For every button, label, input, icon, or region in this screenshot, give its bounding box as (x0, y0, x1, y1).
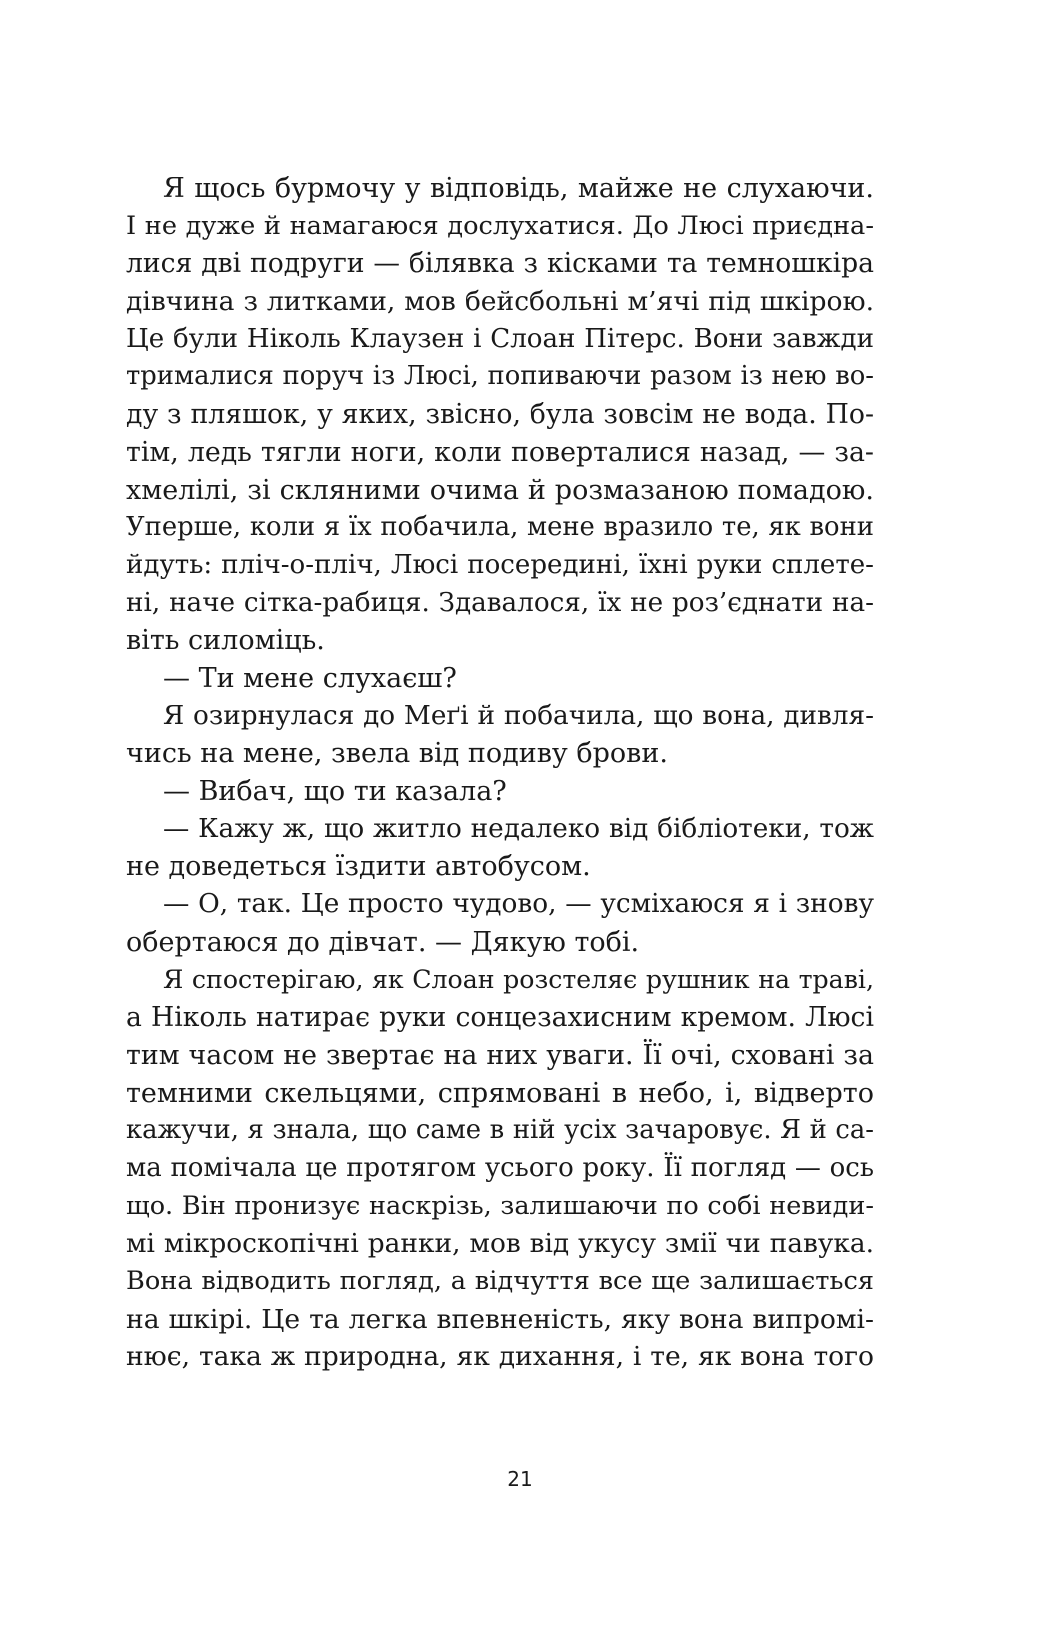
text-line: чись на мене, звела від подиву брови. (126, 738, 668, 770)
text-line: трималися поруч із Люсі, попиваючи разом із нею во- (126, 361, 874, 392)
text-line: на шкірі. Це та легка впевненість, яку вона випромі- (126, 1303, 874, 1335)
text-line: тім, ледь тягли ноги, коли поверталися назад, — за- (126, 436, 874, 468)
text-line: тим часом не звертає на них уваги. Її очі, сховані за (126, 1039, 874, 1071)
text-line: мі мікроскопічні ранки, мов від укусу змії чи павука. (126, 1228, 874, 1260)
text-line: Уперше, коли я їх побачила, мене вразило те, як вони (126, 512, 874, 543)
text-line: — О, так. Це просто чудово, — усміхаюся я і знову (163, 889, 874, 920)
text-line: Я озирнулася до Меґі й побачила, що вона, дивля- (163, 700, 874, 731)
text-line: не доведеться їздити автобусом. (126, 851, 591, 883)
text-line: темними скельцями, спрямовані в небо, і, відверто (126, 1077, 874, 1109)
text-line: Я щось бурмочу у відповідь, майже не слухаючи. (163, 173, 874, 204)
text-line: Я спостерігаю, як Слоан розстеляє рушник на траві, (163, 965, 874, 995)
text-line: нює, така ж природна, як дихання, і те, як вона того (126, 1341, 874, 1373)
text-line: дівчина з литками, мов бейсбольні м’ячі під шкірою. (126, 286, 874, 318)
text-line: — Ти мене слухаєш? (163, 662, 457, 694)
text-line: Вона відводить погляд, а відчуття все ще залишається (126, 1265, 874, 1296)
page-number: 21 (507, 1467, 533, 1491)
text-line: обертаюся до дівчат. — Дякую тобі. (126, 926, 640, 958)
text-line: — Кажу ж, що житло недалеко від бібліотеки, тож (163, 813, 874, 844)
text-line: ма помічала це протягом усього року. Її погляд — ось (126, 1152, 874, 1183)
text-line: І не дуже й намагаюся дослухатися. До Люсі приєдна- (126, 210, 874, 241)
text-line: хмелілі, зі скляними очима й розмазаною помадою. (126, 474, 874, 506)
text-line: а Ніколь натирає руки сонцезахисним кремом. Люсі (126, 1002, 874, 1034)
text-line: ду з пляшок, у яких, звісно, була зовсім не вода. По- (126, 399, 874, 431)
text-line: що. Він пронизує наскрізь, залишаючи по собі невиди- (126, 1190, 874, 1221)
body-text (126, 170, 874, 1376)
text-line: — Вибач, що ти казала? (163, 776, 507, 807)
text-line: віть силоміць. (126, 625, 325, 657)
text-line: ні, наче сітка-рабиця. Здавалося, їх не роз’єднати на- (126, 587, 874, 618)
text-line: лися дві подруги — білявка з кісками та темношкіра (126, 248, 874, 280)
text-line: йдуть: пліч-о-пліч, Люсі посередині, їхні руки сплете- (126, 549, 874, 580)
text-line: кажучи, я знала, що саме в ній усіх зачаровує. Я й са- (126, 1115, 874, 1146)
text-line: Це були Ніколь Клаузен і Слоан Пітерс. Вони завжди (126, 323, 874, 354)
